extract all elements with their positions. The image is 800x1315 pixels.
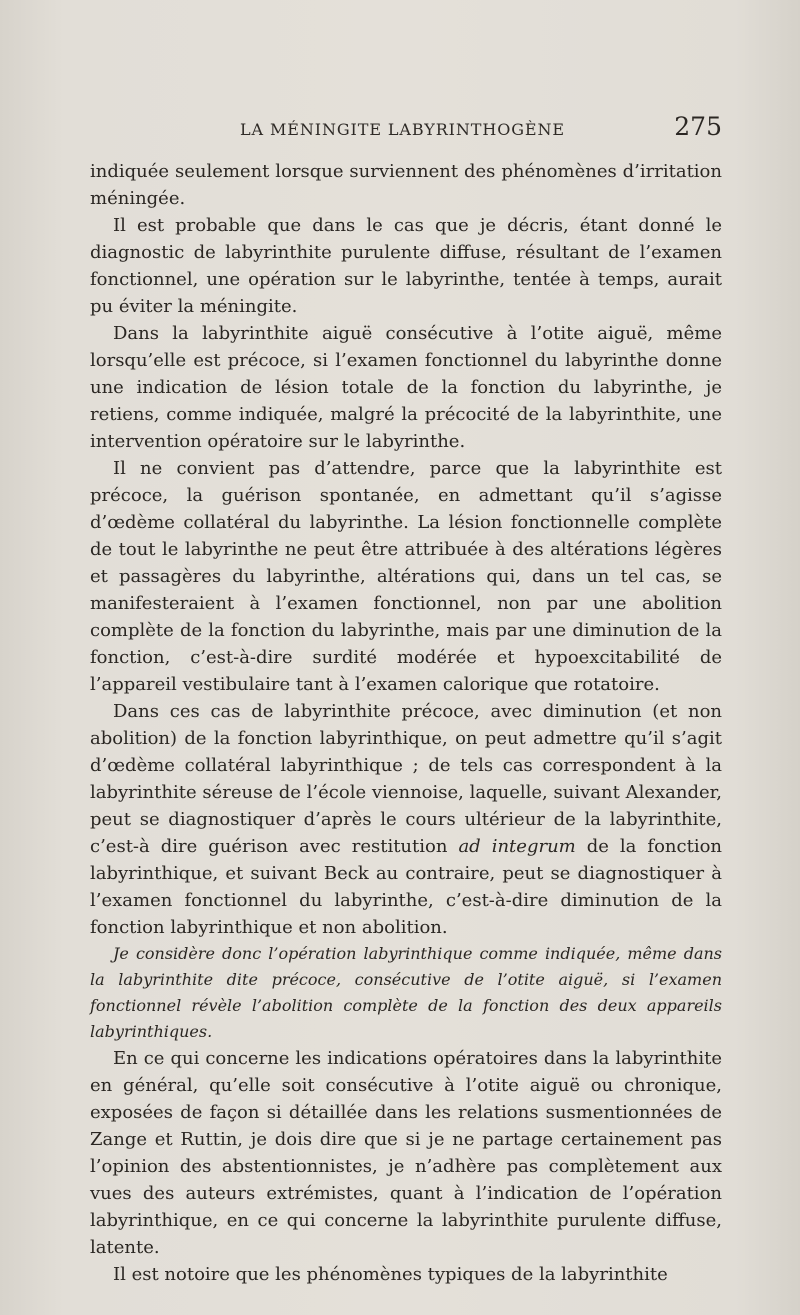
paragraph: Il est notoire que les phénomènes typiques de la labyrinthite bbox=[113, 1264, 668, 1285]
italic-conclusion-paragraph: Je considère donc l’opération labyrinthique comme indiquée, même dans la labyrinthite dite précoce, consécutive de l’otite aiguë, si l’examen fonctionnel révèle l’abolition complète de la fonction des deux appareils labyrinthiques. bbox=[90, 944, 722, 1041]
running-title: LA MÉNINGITE LABYRINTHOGÈNE bbox=[240, 120, 565, 139]
paragraph: En ce qui concerne les indications opératoires dans la labyrinthite en général, qu’elle soit consécutive à l’otite aiguë ou chronique, exposées de façon si détaillée dans les relations susmentionnées de Zange et Ruttin, je dois dire que si je ne partage certainement pas l’opinion des abstentionnistes, je n’adhère pas complètement aux vues des auteurs extrémistes, quant à l’indication de l’opération labyrinthique, en ce qui concerne la labyrinthite purulente diffuse, latente. bbox=[90, 1048, 722, 1258]
paragraph: indiquée seulement lorsque surviennent des phénomènes d’irritation méningée. bbox=[90, 161, 722, 209]
page-number: 275 bbox=[674, 112, 722, 141]
paragraph-with-latin-phrase bbox=[90, 698, 722, 941]
latin-phrase: ad integrum bbox=[458, 836, 576, 857]
body-text bbox=[90, 158, 722, 1288]
paragraph: Il est probable que dans le cas que je décris, étant donné le diagnostic de labyrinthite purulente diffuse, résultant de l’examen fonctionnel, une opération sur le labyrinthe, tentée à temps, aurait pu éviter la méningite. bbox=[90, 215, 722, 317]
paragraph-text: de la fonction labyrinthique, et suivant Beck au contraire, peut se diagnostiquer à l’examen fonctionnel du labyrinthe, c’est-à-dire diminution de la fonction labyrinthique et non abolition. bbox=[90, 836, 722, 938]
paragraph: Dans la labyrinthite aiguë consécutive à l’otite aiguë, même lorsqu’elle est précoce, si l’examen fonctionnel du labyrinthe donne une indication de lésion totale de la fonction du labyrinthe, je retiens, comme indiquée, malgré la précocité de la labyrinthite, une intervention opératoire sur le labyrinthe. bbox=[90, 323, 722, 452]
running-head bbox=[90, 112, 722, 152]
paragraph: Il ne convient pas d’attendre, parce que la labyrinthite est précoce, la guérison spontanée, en admettant qu’il s’agisse d’œdème collatéral du labyrinthe. La lésion fonctionnelle complète de tout le labyrinthe ne peut être attribuée à des altérations légères et passagères du labyrinthe, altérations qui, dans un tel cas, se manifesteraient à l’examen fonctionnel, non par une abolition complète de la fonction du labyrinthe, mais par une diminution de la fonction, c’est-à-dire surdité modérée et hypoexcitabilité de l’appareil vestibulaire tant à l’examen calorique que rotatoire. bbox=[90, 458, 722, 695]
paragraph-text: Dans ces cas de labyrinthite précoce, avec diminution (et non abolition) de la fonction labyrinthique, on peut admettre qu’il s’agit d’œdème collatéral labyrinthique ; de tels cas correspondent à la labyrinthite séreuse de l’école viennoise, laquelle, suivant Alexander, peut se diagnostiquer d’après le cours ultérieur de la labyrinthite, c’est-à dire guérison avec restitution bbox=[90, 701, 722, 857]
